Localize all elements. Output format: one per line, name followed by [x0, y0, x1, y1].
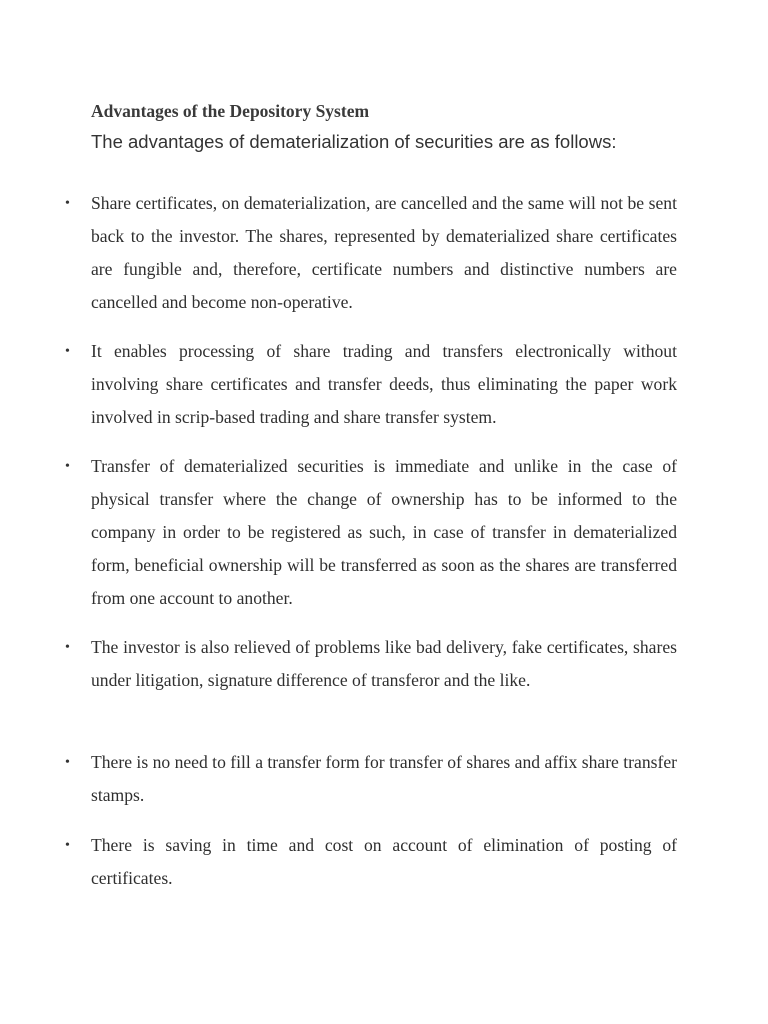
list-item-text: Share certificates, on dematerialization, are cancelled and the same will not be sent back to the investor. The shares, represented by dematerialized share certificates are fungible and, therefore, certificate numbers and distinctive numbers are cancelled and become non-operative. — [91, 193, 677, 312]
bullet-icon: • — [65, 196, 70, 211]
list-item-text: There is no need to fill a transfer form for transfer of shares and affix share transfer stamps. — [91, 752, 677, 805]
document-subheading: The advantages of dematerialization of securities are as follows: — [91, 131, 617, 152]
bullet-icon: • — [65, 838, 70, 853]
list-item-text: The investor is also relieved of problems like bad delivery, fake certificates, shares under litigation, signature difference of transferor and the like. — [91, 637, 677, 690]
bullet-icon: • — [65, 344, 70, 359]
list-item-text: It enables processing of share trading and transfers electronically without involving share certificates and transfer deeds, thus eliminating the paper work involved in scrip-based trading and share transfer system. — [91, 341, 677, 427]
list-item-text: Transfer of dematerialized securities is immediate and unlike in the case of physical transfer where the change of ownership has to be informed to the company in order to be registered as such, in case of transfer in dematerialized form, beneficial ownership will be transferred as soon as the shares are transferred from one account to another. — [91, 456, 677, 608]
bullet-icon: • — [65, 459, 70, 474]
bullet-icon: • — [65, 640, 70, 655]
document-heading: Advantages of the Depository System — [91, 101, 370, 121]
list-item-text: There is saving in time and cost on account of elimination of posting of certificates. — [91, 835, 677, 888]
bullet-icon: • — [65, 755, 70, 770]
